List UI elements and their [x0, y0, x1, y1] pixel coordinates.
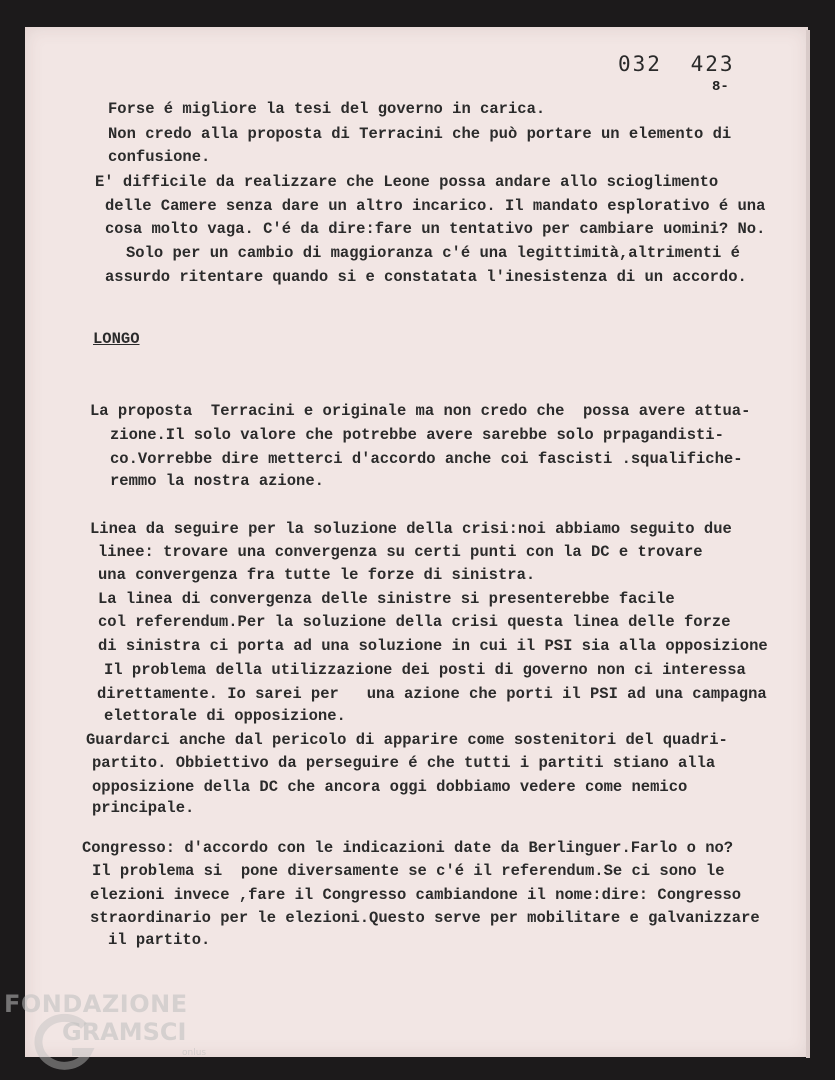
text-line: Non credo alla proposta di Terracini che può portare un elemento di — [108, 125, 732, 143]
text-line: Linea da seguire per la soluzione della crisi:noi abbiamo seguito due — [90, 520, 732, 538]
text-line: linee: trovare una convergenza su certi punti con la DC e trovare — [98, 543, 703, 561]
watermark-line2: GRAMSCI — [62, 1018, 187, 1046]
text-line: una convergenza fra tutte le forze di sinistra. — [98, 566, 536, 584]
text-line: Il problema della utilizzazione dei posti di governo non ci interessa — [104, 661, 746, 679]
text-line: Guardarci anche dal pericolo di apparire come sostenitori del quadri- — [86, 731, 728, 749]
text-line: di sinistra ci porta ad una soluzione in cui il PSI sia alla opposizione — [98, 637, 768, 655]
text-line: direttamente. Io sarei per una azione che porti il PSI ad una campagna — [97, 685, 767, 703]
text-line: principale. — [92, 799, 195, 817]
text-line: co.Vorrebbe dire metterci d'accordo anche coi fascisti .squalifiche- — [110, 450, 743, 468]
watermark-onlus: onlus — [182, 1048, 207, 1058]
text-line: Forse é migliore la tesi del governo in carica. — [108, 100, 546, 118]
text-line: Solo per un cambio di maggioranza c'é una legittimità,altrimenti é — [126, 244, 740, 262]
watermark-line1: FONDAZIONE — [4, 990, 188, 1018]
text-line: confusione. — [108, 148, 211, 166]
text-line: elettorale di opposizione. — [104, 707, 346, 725]
text-line: il partito. — [108, 931, 211, 949]
fondazione-gramsci-watermark — [4, 990, 214, 1070]
text-line: assurdo ritentare quando si e constatata l'inesistenza di un accordo. — [105, 268, 747, 286]
speaker-heading: LONGO — [93, 330, 140, 348]
text-line: E' difficile da realizzare che Leone possa andare allo scioglimento — [95, 173, 719, 191]
text-line: opposizione della DC che ancora oggi dobbiamo vedere come nemico — [92, 778, 688, 796]
text-line: remmo la nostra azione. — [110, 472, 324, 490]
page-number: 8- — [712, 79, 729, 95]
text-line: straordinario per le elezioni.Questo serve per mobilitare e galvanizzare — [90, 909, 760, 927]
text-line: elezioni invece ,fare il Congresso cambiandone il nome:dire: Congresso — [90, 886, 742, 904]
text-line: partito. Obbiettivo da perseguire é che tutti i partiti stiano alla — [92, 754, 716, 772]
text-line: zione.Il solo valore che potrebbe avere sarebbe solo prpagandisti- — [110, 426, 724, 444]
text-line: cosa molto vaga. C'é da dire:fare un tentativo per cambiare uomini? No. — [105, 220, 766, 238]
archive-number: 032 423 — [618, 52, 735, 76]
text-line: La linea di convergenza delle sinistre si presenterebbe facile — [98, 590, 675, 608]
text-line: Il problema si pone diversamente se c'é il referendum.Se ci sono le — [92, 862, 725, 880]
text-line: La proposta Terracini e originale ma non credo che possa avere attua- — [90, 402, 751, 420]
page-edge — [806, 30, 810, 1058]
text-line: col referendum.Per la soluzione della crisi questa linea delle forze — [98, 613, 731, 631]
text-line: Congresso: d'accordo con le indicazioni date da Berlinguer.Farlo o no? — [82, 839, 734, 857]
text-line: delle Camere senza dare un altro incarico. Il mandato esplorativo é una — [105, 197, 766, 215]
